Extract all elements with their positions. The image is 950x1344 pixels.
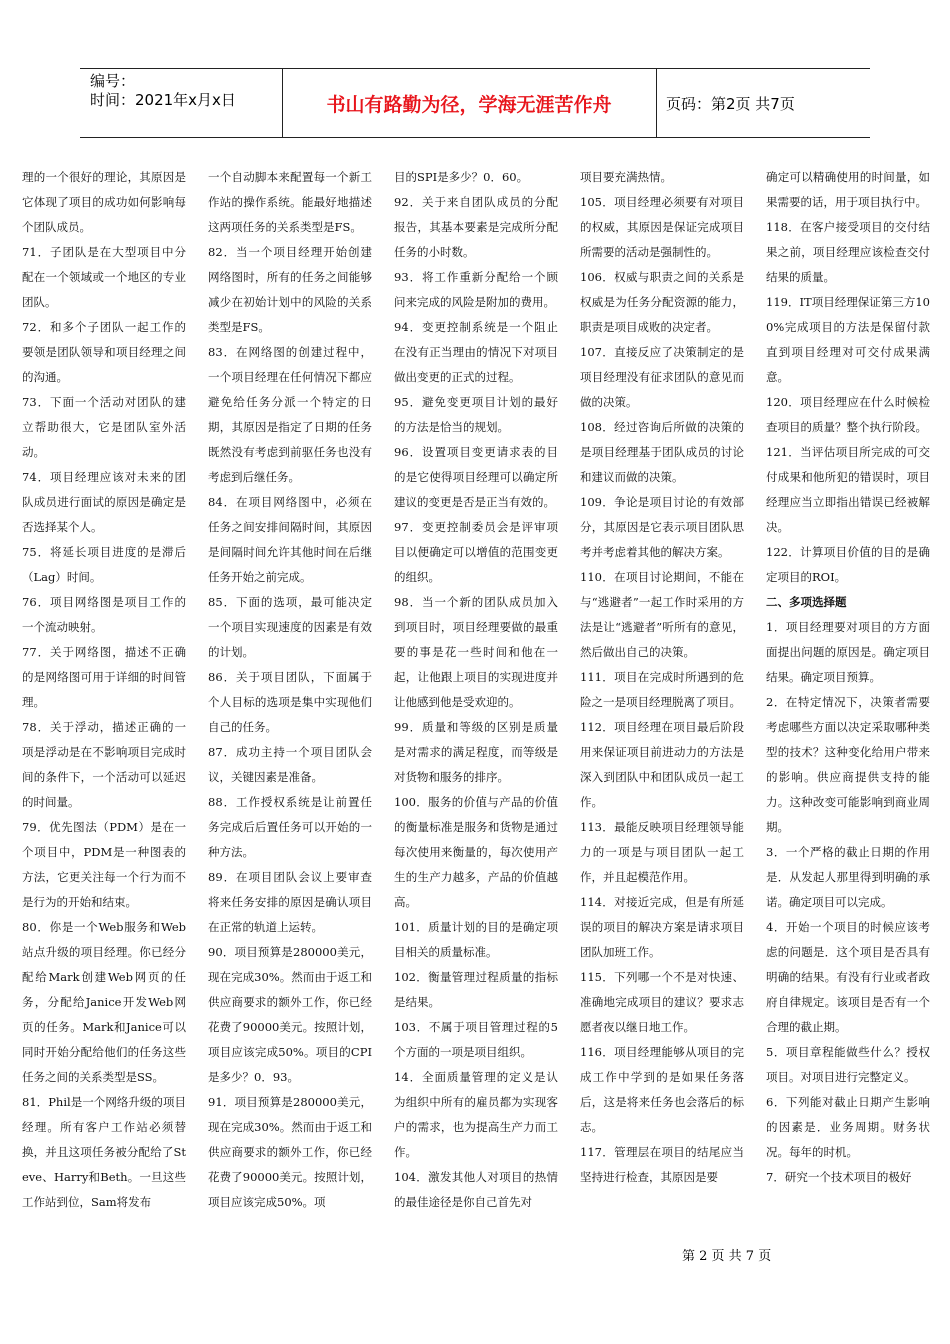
paragraph: 119．IT项目经理保证第三方100%完成项目的方法是保留付款直到项目经理对可交付成果满意。 [766, 295, 930, 384]
paragraph: 102．衡量管理过程质量的指标是结果。 [394, 970, 558, 1009]
paragraph: 97．变更控制委员会是评审项目以便确定可以增值的范围变更的组织。 [394, 520, 558, 584]
paragraph: 1．项目经理要对项目的方方面面提出问题的原因是。确定项目结果。确定项目预算。 [766, 620, 930, 684]
header-meta [90, 72, 285, 110]
paragraph: 72．和多个子团队一起工作的要领是团队领导和项目经理之间的沟通。 [22, 320, 186, 384]
paragraph: 89．在项目团队会议上要审查将来任务安排的原因是确认项目在正常的轨道上运转。 [208, 870, 372, 934]
paragraph: 112．项目经理在项目最后阶段用来保证项目前进动力的方法是深入到团队中和团队成员一起工作。 [580, 720, 744, 809]
paragraph: 一个自动脚本来配置每一个新工作站的操作系统。能最好地描述这两项任务的关系类型是FS。 [208, 170, 372, 234]
paragraph: 82．当一个项目经理开始创建网络图时，所有的任务之间能够减少在初始计划中的风险的关系类型是FS。 [208, 245, 372, 334]
paragraph: 107．直接反应了决策制定的是项目经理没有征求团队的意见而做的决策。 [580, 345, 744, 409]
paragraph: 84．在项目网络图中，必须在任务之间安排间隔时间，其原因是间隔时间允许其他时间在后继任务开始之前完成。 [208, 495, 372, 584]
paragraph: 80．你是一个Web服务和Web站点升级的项目经理。你已经分配给Mark创建Web网页的任务，分配给Janice开发Web网页的任务。Mark和Janice可以同时开始分配给他们的任务这些任务之间的关系类型是SS。 [22, 920, 186, 1084]
paragraph: 120．项目经理应在什么时候检查项目的质量？整个执行阶段。 [766, 395, 930, 434]
paragraph: 86．关于项目团队，下面属于个人目标的选项是集中实现他们自己的任务。 [208, 670, 372, 734]
paragraph: 81．Phil是一个网络升级的项目经理。所有客户工作站必须替换，并且这项任务被分配给了Steve、Harry和Beth。一旦这些工作站到位，Sam将发布 [22, 1095, 186, 1209]
paragraph: 122．计算项目价值的目的是确定项目的ROI。 [766, 545, 930, 584]
paragraph: 109．争论是项目讨论的有效部分，其原因是它表示项目团队思考并考虑着其他的解决方案。 [580, 495, 744, 559]
paragraph: 116．项目经理能够从项目的完成工作中学到的是如果任务落后，这是将来任务也会落后的标志。 [580, 1045, 744, 1134]
paragraph: 14．全面质量管理的定义是认为组织中所有的雇员都为实现客户的需求，也为提高生产力而工作。 [394, 1070, 558, 1159]
paragraph: 74．项目经理应该对未来的团队成员进行面试的原因是确定是否选择某个人。 [22, 470, 186, 534]
paragraph: 目的SPI是多少？0．60。 [394, 170, 529, 184]
text-column-3 [394, 165, 558, 1215]
paragraph: 106．权威与职责之间的关系是权威是为任务分配资源的能力，职责是项目成败的决定者。 [580, 270, 744, 334]
paragraph: 91．项目预算是280000美元，现在完成30%。然而由于返工和供应商要求的额外工作，你已经花费了90000美元。按照计划，项目应该完成50%。项 [208, 1095, 372, 1209]
paragraph: 104．激发其他人对项目的热情的最佳途径是你自己首先对 [394, 1170, 558, 1209]
header-motto: 书山有路勤为径，学海无涯苦作舟 [326, 93, 612, 116]
paragraph: 110．在项目讨论期间，不能在与“逃避者”一起工作时采用的方法是让“逃避者”听所有的意见，然后做出自己的决策。 [580, 570, 744, 659]
paragraph: 73．下面一个活动对团队的建立帮助很大，它是团队室外活动。 [22, 395, 186, 459]
paragraph: 78．关于浮动，描述正确的一项是浮动是在不影响项目完成时间的条件下，一个活动可以延迟的时间量。 [22, 720, 186, 809]
paragraph: 76．项目网络图是项目工作的一个流动映射。 [22, 595, 186, 634]
paragraph: 92．关于来自团队成员的分配报告，其基本要素是完成所分配任务的小时数。 [394, 195, 558, 259]
paragraph: 2．在特定情况下，决策者需要考虑哪些方面以决定采取哪种类型的技术？这种变化给用户带来的影响。供应商提供支持的能力。这种改变可能影响到商业周期。 [766, 695, 930, 834]
page-footer: 第 2 页 共 7 页 [682, 1249, 772, 1264]
paragraph: 项目要充满热情。 [580, 170, 672, 184]
paragraph: 121．当评估项目所完成的可交付成果和他所犯的错误时，项目经理应当立即指出错误已经被解决。 [766, 445, 930, 534]
text-column-4 [580, 165, 744, 1190]
paragraph: 96．设置项目变更请求表的目的是它使得项目经理可以确定所建议的变更是否是正当有效的。 [394, 445, 558, 509]
paragraph: 5．项目章程能做些什么？授权项目。对项目进行完整定义。 [766, 1045, 930, 1084]
paragraph: 105．项目经理必须要有对项目的权威，其原因是保证完成项目所需要的活动是强制性的。 [580, 195, 744, 259]
paragraph: 87．成功主持一个项目团队会议，关键因素是准备。 [208, 745, 372, 784]
paragraph: 88．工作授权系统是让前置任务完成后后置任务可以开始的一种方法。 [208, 795, 372, 859]
paragraph: 99．质量和等级的区别是质量是对需求的满足程度，而等级是对货物和服务的排序。 [394, 720, 558, 784]
paragraph: 111．项目在完成时所遇到的危险之一是项目经理脱离了项目。 [580, 670, 744, 709]
paragraph: 93．将工作重新分配给一个顾问来完成的风险是附加的费用。 [394, 270, 558, 309]
header-page-number: 页码：第2页 共7页 [666, 94, 795, 113]
paragraph: 101．质量计划的目的是确定项目相关的质量标准。 [394, 920, 558, 959]
paragraph: 71．子团队是在大型项目中分配在一个领域或一个地区的专业团队。 [22, 245, 186, 309]
text-column-2 [208, 165, 372, 1215]
header-divider [656, 69, 657, 137]
paragraph: 3．一个严格的截止日期的作用是．从发起人那里得到明确的承诺。确定项目可以完成。 [766, 845, 930, 909]
paragraph: 6．下列能对截止日期产生影响的因素是．业务周期。财务状况。每年的时机。 [766, 1095, 930, 1159]
paragraph: 103．不属于项目管理过程的5个方面的一项是项目组织。 [394, 1020, 558, 1059]
text-column-5 [766, 165, 930, 1190]
paragraph: 确定可以精确使用的时间量，如果需要的话，用于项目执行中。 [766, 170, 930, 209]
paragraph: 113．最能反映项目经理领导能力的一项是与项目团队一起工作，并且起模范作用。 [580, 820, 744, 884]
paragraph: 118．在客户接受项目的交付结果之前，项目经理应该检查交付结果的质量。 [766, 220, 930, 284]
paragraph: 100．服务的价值与产品的价值的衡量标准是服务和货物是通过每次使用来衡量的，每次使用产生的生产力越多，产品的价值越高。 [394, 795, 558, 909]
paragraph: 108．经过咨询后所做的决策的是项目经理基于团队成员的讨论和建议而做的决策。 [580, 420, 744, 484]
page-header [80, 68, 870, 138]
paragraph: 114．对接近完成，但是有所延误的项目的解决方案是请求项目团队加班工作。 [580, 895, 744, 959]
text-column-1 [22, 165, 186, 1215]
paragraph: 85．下面的选项，最可能决定一个项目实现速度的因素是有效的计划。 [208, 595, 372, 659]
paragraph: 95．避免变更项目计划的最好的方法是恰当的规划。 [394, 395, 558, 434]
paragraph: 115．下列哪一个不是对快速、准确地完成项目的建议？要求志愿者夜以继日地工作。 [580, 970, 744, 1034]
paragraph: 83．在网络图的创建过程中，一个项目经理在任何情况下都应避免给任务分派一个特定的日期，其原因是指定了日期的任务既然没有考虑到前驱任务也没有考虑到后继任务。 [208, 345, 372, 484]
paragraph: 94．变更控制系统是一个阻止在没有正当理由的情况下对项目做出变更的正式的过程。 [394, 320, 558, 384]
paragraph: 98．当一个新的团队成员加入到项目时，项目经理要做的最重要的事是花一些时间和他在一起，让他跟上项目的实现进度并让他感到他是受欢迎的。 [394, 595, 558, 709]
paragraph: 117．管理层在项目的结尾应当坚持进行检查，其原因是要 [580, 1145, 744, 1184]
paragraph: 79．优先图法（PDM）是在一个项目中，PDM是一种图表的方法，它更关注每一个行为而不是行为的开始和结束。 [22, 820, 186, 909]
document-time: 时间：2021年x月x日 [90, 91, 236, 109]
document-number: 编号： [90, 72, 136, 90]
paragraph: 77．关于网络图，描述不正确的是网络图可用于详细的时间管理。 [22, 645, 186, 709]
paragraph: 90．项目预算是280000美元，现在完成30%。然而由于返工和供应商要求的额外工作，你已经花费了90000美元。按照计划，项目应该完成50%。项目的CPI是多少？0．93。 [208, 945, 372, 1084]
paragraph: 4．开始一个项目的时候应该考虑的问题是．这个项目是否具有明确的结果。有没有行业或者政府自律规定。该项目是否有一个合理的截止期。 [766, 920, 930, 1034]
paragraph: 7．研究一个技术项目的极好 [766, 1170, 912, 1184]
paragraph: 理的一个很好的理论，其原因是它体现了项目的成功如何影响每个团队成员。 [22, 170, 186, 234]
paragraph: 75．将延长项目进度的是滞后（Lag）时间。 [22, 545, 186, 584]
section-heading: 二、多项选择题 [766, 595, 847, 609]
